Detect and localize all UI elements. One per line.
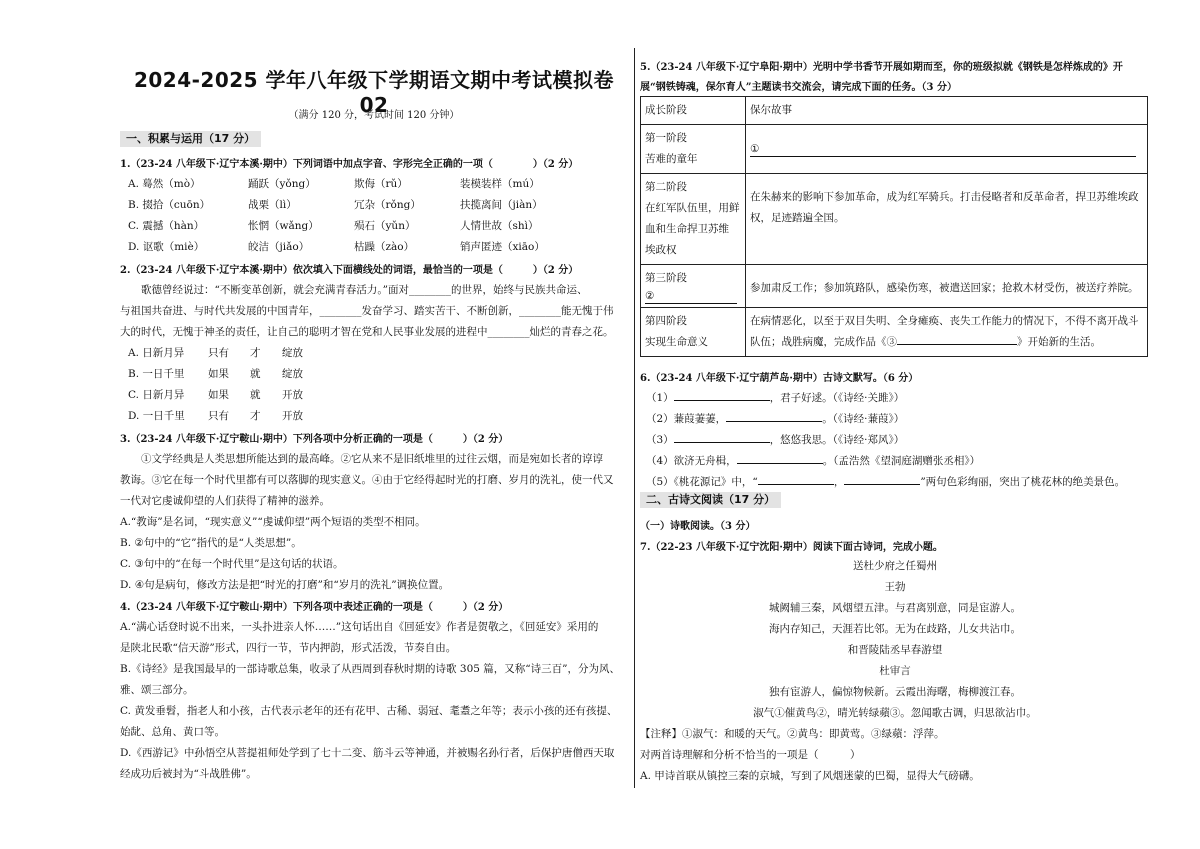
q4-line-3: B.《诗经》是我国最早的一部诗歌总集，收录了从西周到春秋时期的诗歌 305 篇，又称“诗三百”，分为风、 [120,663,621,675]
q1-option-a-2: 踊跃（yǒng） [248,178,316,190]
q3-passage-line-1: ①文学经典是人类思想所能达到的最高峰。②它从来不是旧纸堆里的过往云烟，而是宛如长者的谆谆 [120,453,603,465]
question-5-stem-line-2: 展“钢铁铸魂，保尔育人”主题读书交流会，请完成下面的任务。（3 分） [640,82,957,93]
table-row [641,125,1148,174]
q2-option-a-3: 才 [250,347,261,359]
q4-line-1: A.“满心话登时说不出来，一头扑进亲人怀……”这句话出自《回延安》作者是贺敬之，《回延安》采用的 [120,621,599,633]
q2-option-c-4: 开放 [282,389,303,401]
table-row [641,308,1148,357]
question-3-stem: 3.（23-24 八年级下·辽宁鞍山·期中）下列各项中分析正确的一项是（ ）（2 分） [120,434,509,445]
stage-4-desc: 实现生命意义 [645,336,708,348]
q4-line-6: 始龀、总角、黄口等。 [120,726,225,738]
q6-line-1-num: （1） [646,392,674,404]
q6-blank-1[interactable] [674,390,770,401]
q3-passage-line-2: 教诲。③它在每一个时代里都有可以落脚的现实意义。④由于它经得起时光的打磨、岁月的洗礼，使一代又 [120,474,614,486]
page-title: 2024-2025 学年八年级下学期语文期中考试模拟卷 02 [133,68,615,117]
stage-3-cell [641,265,746,308]
stage-2-desc-1: 在红军队伍里，用鲜 [645,202,740,214]
q6-line-2 [646,411,904,426]
q3-option-b: B. ②句中的“它”指代的是“人类思想”。 [120,537,302,549]
stage-1-cell [641,125,746,174]
question-1-stem: 1.（23-24 八年级下·辽宁本溪·期中）下列词语中加点字音、字形完全正确的一项（ ）（2 分） [120,159,579,170]
question-7-stem: 7.（22-23 八年级下·辽宁沈阳·期中）阅读下面古诗词，完成小题。 [640,542,943,553]
q2-passage-line-3: 大的时代，无愧于神圣的责任，让自己的聪明才智在党和人民事业发展的进程中________灿烂的青春之花。 [120,326,614,338]
q1-option-c-4: 人情世故（shì） [460,220,539,232]
q2-option-d-1: D. 一日千里 [128,410,185,422]
q6-line-4 [646,453,980,468]
q1-option-c-2: 怅惘（wǎng） [248,220,319,232]
q4-line-7: D.《西游记》中孙悟空从菩提祖师处学到了七十二变、筋斗云等神通，并被赐名孙行者，后保护唐僧西天取 [120,747,615,759]
stage-2-name: 第二阶段 [645,181,687,193]
table-row [641,97,1148,125]
stage-4-name: 第四阶段 [645,315,687,327]
q1-option-a-1: A. 蓦然（mò） [128,178,201,190]
q6-line-5-text-c: ”两句色彩绚丽，突出了桃花林的绝美景色。 [920,476,1126,488]
header-story: 保尔故事 [746,97,1148,125]
question-4-stem: 4.（23-24 八年级下·辽宁鞍山·期中）下列各项中表述正确的一项是（ ）（2 分） [120,602,509,613]
q6-line-3-text: ，悠悠我思。（《诗经·郑风》） [769,434,905,446]
q6-line-2-text-b: 。（《诗经·蒹葭》） [822,413,905,425]
q6-blank-4[interactable] [737,453,823,464]
table-row [641,174,1148,265]
q6-line-5-comma: ， [833,476,845,488]
stage-4-story-2: 队伍；战胜病魔，完成作品《③ [750,336,897,348]
q7-question: 对两首诗理解和分析不恰当的一项是（ ） [640,749,861,761]
stage-2-desc-2: 血和生命捍卫苏维 [645,223,729,235]
stage-2-story-2: 权，足迹踏遍全国。 [750,212,845,224]
blank-3[interactable] [897,334,1017,345]
blank-2[interactable] [645,289,737,304]
q7-option-a: A. 甲诗首联从镇控三秦的京城，写到了风烟迷蒙的巴蜀，显得大气磅礴。 [640,770,980,782]
q6-blank-2[interactable] [726,411,822,422]
blank-1-marker: ① [750,143,760,155]
q2-option-b-3: 就 [250,368,261,380]
q1-option-d-2: 皎洁（jiǎo） [248,241,310,253]
poem-2-line-2: 淑气①催黄鸟②，晴光转绿蘋③。忽闻歌古调，归思欲沾巾。 [753,707,1037,719]
stage-4-story-cell [746,308,1148,357]
stage-2-desc-3: 埃政权 [645,244,677,256]
poem-1-author: 王勃 [884,581,906,593]
blank-2-marker: ② [645,290,655,302]
exam-info: （满分 120 分，考试时间 120 分钟） [288,110,460,121]
q6-line-5-text-a: （5）《桃花源记》中，“ [646,476,758,488]
q2-passage-line-1: 歌德曾经说过：“不断变革创新，就会充满青春活力。”面对________的世界，始终与民族共命运、 [120,284,588,296]
q2-option-d-4: 开放 [282,410,303,422]
q4-line-4: 雅、颂三部分。 [120,684,194,696]
q2-option-b-2: 如果 [208,368,229,380]
stage-2-cell [641,174,746,265]
q6-line-1 [646,390,904,405]
q3-option-c: C. ③句中的“在每一个时代里”是这句话的状语。 [120,558,344,570]
stage-4-story-1: 在病情恶化，以至于双目失明、全身瘫痪、丧失工作能力的情况下，不得不离开战斗 [750,315,1139,327]
poem-notes: 【注释】①淑气：和暖的天气。②黄鸟：即黄莺。③绿蘋：浮萍。 [640,728,945,740]
q1-option-a-4: 装模装样（mú） [460,178,540,190]
paul-story-table [640,96,1148,357]
stage-1-story-cell [746,125,1148,174]
stage-3-story-cell [746,265,1148,308]
poem-1-line-2: 海内存知己，天涯若比邻。无为在歧路，儿女共沾巾。 [769,623,1021,635]
q2-option-b-4: 绽放 [282,368,303,380]
q2-option-c-1: C. 日新月异 [128,389,185,401]
table-row [641,265,1148,308]
poem-2-line-1: 独有宦游人，偏惊物候新。云霞出海曙，梅柳渡江春。 [769,686,1021,698]
question-2-stem: 2.（23-24 八年级下·辽宁本溪·期中）依次填入下面横线处的词语，最恰当的一项是（ ）（2 分） [120,265,579,276]
q6-line-3-num: （3） [646,434,674,446]
q6-blank-5[interactable] [758,474,834,485]
poem-2-author: 杜审言 [879,665,911,677]
q3-passage-line-3: 一代对它虔诚仰望的人们获得了精神的滋养。 [120,495,330,507]
stage-4-cell [641,308,746,357]
section-1-heading: 一、积累与运用（17 分） [120,131,261,147]
stage-1-name: 第一阶段 [645,132,687,144]
header-stage: 成长阶段 [641,97,746,125]
q6-blank-6[interactable] [844,474,920,485]
q1-option-b-2: 战栗（lì） [248,199,297,211]
stage-3-name: 第三阶段 [645,272,687,284]
stage-2-story-cell [746,174,1148,265]
q2-option-a-4: 绽放 [282,347,303,359]
column-divider [634,48,635,788]
q2-option-a-2: 只有 [208,347,229,359]
poem-1-line-1: 城阙辅三秦，风烟望五津。与君离别意，同是宦游人。 [769,602,1021,614]
q1-option-d-4: 销声匿迹（xiāo） [460,241,545,253]
subsection-poetry: （一）诗歌阅读。（3 分） [640,521,756,532]
q4-line-2: 是陕北民歌“信天游”形式，四行一节，节内押韵，形式活泼，节奏自由。 [120,642,457,654]
q1-option-a-3: 欺侮（rǔ） [354,178,408,190]
poem-2-title: 和晋陵陆丞早春游望 [847,644,943,656]
q6-line-3 [646,432,904,447]
q3-option-a: A.“教诲”是名词，“现实意义”“虔诚仰望”两个短语的类型不相同。 [120,516,426,528]
q2-option-c-2: 如果 [208,389,229,401]
q2-option-a-1: A. 日新月异 [128,347,185,359]
q2-option-d-3: 才 [250,410,261,422]
q1-option-b-3: 冗杂（rǒng） [354,199,421,211]
q1-option-b-4: 扶揽离间（jiàn） [460,199,543,211]
q6-line-4-text-b: 。（孟浩然《望洞庭湖赠张丞相》） [822,455,981,467]
q6-line-5 [646,474,1125,489]
q2-option-b-1: B. 一日千里 [128,368,185,380]
q6-blank-3[interactable] [674,432,770,443]
q2-option-d-2: 只有 [208,410,229,422]
question-6-stem: 6.（23-24 八年级下·辽宁葫芦岛·期中）古诗文默写。（6 分） [640,373,919,384]
q6-line-1-text: ，君子好逑。（《诗经·关雎》） [769,392,905,404]
stage-4-story-3: 》开始新的生活。 [1017,336,1101,348]
stage-3-story: 参加肃反工作；参加筑路队，感染伤寒，被遣送回家；抢救木材受伤，被送疗养院。 [750,282,1139,294]
q2-passage-line-2: 与祖国共奋进、与时代共发展的中国青年，________发奋学习、踏实苦干、不断创新，________能无愧于伟 [120,305,614,317]
section-2-heading: 二、古诗文阅读（17 分） [640,492,781,508]
stage-2-story-1: 在朱赫来的影响下参加革命，成为红军骑兵。打击侵略者和反革命者，捍卫苏维埃政 [750,191,1139,203]
q1-option-c-3: 殒石（yǔn） [354,220,416,232]
q3-option-d: D. ④句是病句，修改方法是把“时光的打磨”和“岁月的洗礼”调换位置。 [120,579,450,591]
blank-1[interactable] [750,142,1136,157]
poem-1-title: 送杜少府之任蜀州 [853,560,937,572]
q4-line-8: 经成功后被封为“斗战胜佛”。 [120,768,257,780]
q2-option-c-3: 就 [250,389,261,401]
question-5-stem-line-1: 5.（23-24 八年级下·辽宁阜阳·期中）光明中学书香节开展如期而至，你的班级拟就《钢铁是怎样炼成的》开 [640,62,1123,73]
q1-option-d-3: 枯躁（zào） [354,241,415,253]
stage-1-desc: 苦难的童年 [645,153,698,165]
q4-line-5: C. 黄发垂髫，指老人和小孩，古代表示老年的还有花甲、古稀、弱冠、耄耋之年等；表示小孩的还有孩提、 [120,705,618,717]
q1-option-c-1: C. 震撼（hàn） [128,220,205,232]
q1-option-b-1: B. 掇拾（cuōn） [128,199,211,211]
q6-line-2-text-a: （2）蒹葭萋萋， [646,413,727,425]
q6-line-4-text-a: （4）欲济无舟楫， [646,455,737,467]
q1-option-d-1: D. 讴歌（miè） [128,241,205,253]
